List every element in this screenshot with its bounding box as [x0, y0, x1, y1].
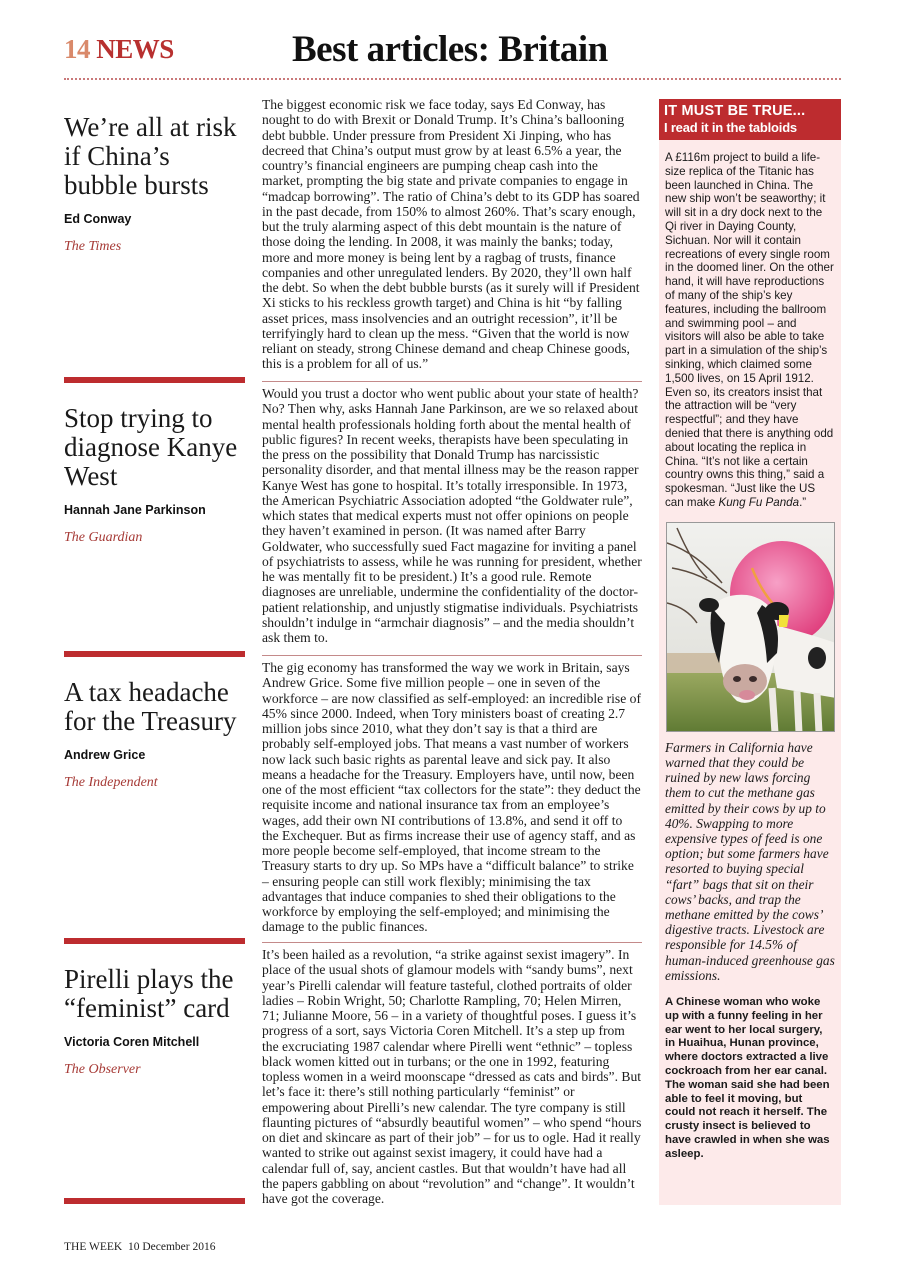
publication-name: THE WEEK	[64, 1241, 123, 1253]
masthead-divider	[64, 78, 841, 80]
article-divider-rule	[262, 381, 642, 382]
article-author: Hannah Jane Parkinson	[64, 503, 206, 517]
article-source: The Independent	[64, 775, 158, 790]
article-2-header	[64, 404, 245, 546]
article-4-body: It’s been hailed as a revolution, “a strike against sexist imagery”. In place of the usual shots of glamour models with “sandy bums”, next year’s Pirelli calendar will feature tasteful, clothed portraits of older ladies – Robin Wright, 50; Charlotte Rampling, 70; Helen Mirren, 71; Julianne Moore, 56 – in a variety of thoughtful poses. I guess it’s progress of a sort, says Victoria Coren Mitchell. It’s a step up from the excruciating 1987 calendar where Pirelli went “ethnic” – topless black women kitted out in turbans; or the one in 1992, featuring topless women in a weird moonscape “dressed as cats and birds”. But let’s face it: there’s still nothing particularly “feminist” or empowering about Pirelli’s new calendar. The tyre company is still flaunting pictures of “absurdly beautiful women” – who spend “hours on diet and skincare as part of their job” – for us to ogle. Had it really wanted to strike out against sexist imagery, it could have had a calendar full of, say, ancient castles. But that wouldn’t have had all the papers gabbling on about “revolution” and “change”. It wouldn’t have got the coverage.	[262, 947, 642, 1206]
page-footer	[64, 1241, 215, 1253]
article-1-header	[64, 113, 245, 255]
article-author: Victoria Coren Mitchell	[64, 1035, 200, 1049]
article-headline: Pirelli plays the “feminist” card	[64, 964, 234, 1023]
issue-date: 10 December 2016	[127, 1241, 216, 1253]
article-3-header	[64, 678, 245, 791]
article-source: The Times	[64, 239, 122, 254]
sidebar-story-cows: Farmers in California have warned that they could be ruined by new laws forcing them to cut the methane gas emitted by their cows by up to 40%. Swapping to more expensive types of feed is one option; but some farmers have resorted to buying special “fart” bags that sit on their cows’ backs, and trap the methane emitted by the cows’ digestive tracts. Livestock are responsible for 14.5% of human-induced greenhouse gas emissions.	[665, 739, 835, 983]
sidebar-title: IT MUST BE TRUE...	[664, 103, 806, 119]
article-author: Ed Conway	[64, 212, 132, 226]
cow-image-icon	[667, 523, 835, 732]
article-source: The Observer	[64, 1062, 141, 1077]
section-name: NEWS	[96, 34, 174, 64]
sidebar-story-titanic: A £116m project to build a life-size replica of the Titanic has been launched in China. The new ship won’t be seaworthy; it will sit in a dry dock next to the Qi river in Daying County, Sichuan. Nor will it contain recreations of every single room in the doomed liner. On the other hand, it will have reproductions of many of the ship’s key features, including the ballroom and swimming pool – and visitors will also be able to take part in a simulation of the ship’s sinking, which claimed some 1,500 lives, on 15 April 1912. Even so, its creators insist that the attraction will be “very respectful”; and they have denied that there is anything odd about locating the replica in China. “It’s not like a certain country owns this thing,” said a spokesman. “Just like the US can make Kung Fu Panda.”	[665, 151, 834, 509]
sidebar-story-cockroach: A Chinese woman who woke up with a funny feeling in her ear went to her local surgery, in Huaihua, Hunan province, where doctors extracted a live cockroach from her ear canal. The woman said she had been able to feel it moving, but could not reach it herself. The crusty insect is believed to have crawled in when she was asleep.	[665, 995, 830, 1160]
cow-photo	[666, 522, 835, 732]
article-divider-bar	[64, 377, 245, 383]
article-divider-rule	[262, 942, 642, 943]
article-headline: A tax headache for the Treasury	[64, 677, 237, 736]
sidebar-subtitle: I read it in the tabloids	[664, 120, 797, 135]
article-4-header	[64, 965, 245, 1078]
section-label	[64, 34, 174, 65]
tabloid-sidebar	[659, 99, 841, 1205]
masthead	[64, 28, 841, 80]
article-divider-rule	[262, 655, 642, 656]
article-divider-bar	[64, 1198, 245, 1204]
page-title: Best articles: Britain	[292, 29, 608, 70]
article-divider-bar	[64, 938, 245, 944]
page-number: 14	[64, 34, 90, 64]
article-headline: Stop trying to diagnose Kanye West	[64, 403, 238, 491]
article-1-body: The biggest economic risk we face today, says Ed Conway, has nought to do with Brexit or Donald Trump. It’s China’s ballooning debt bubble. Under pressure from President Xi Jinping, who has decreed that China’s output must grow by at least 6.5% a year, the country’s financial engineers are pumping cheap cash into the market, prompting the big state and private companies to engage in “madcap borrowing”. The ratio of China’s debt to its GDP has soared in the past decade, from 150% to almost 260%. That’s scary enough, but the truly alarming aspect of this debt mountain is the nature of those doing the lending. In 2008, it was mainly the banks; today, more and more money is being lent by a ragbag of trusts, finance companies and other unregulated lenders. By 2020, they’ll own half the debt. So when the debt bubble bursts (as it surely will if President Xi sticks to his reckless growth target) and China is hit “by falling asset prices, mass insolvencies and an outright recession”, it’ll be terrifyingly hard to clean up the mess. “Given that the world is now reliant on steady, strong Chinese demand and cheap Chinese goods, this is a problem for all of us.”	[262, 97, 640, 372]
sidebar-header	[659, 99, 841, 140]
article-2-body: Would you trust a doctor who went public about your state of health? No? Then why, asks Hannah Jane Parkinson, are we so relaxed about mental health professionals holding forth about the mental health of public figures? In recent weeks, therapists have been speculating in the press on the possibility that Donald Trump has narcissistic personality disorder, and that mental illness may be the reason rapper Kanye West has gone to hospital. It’s totally irresponsible. In 1973, the American Psychiatric Association adopted “the Goldwater rule”, which states that medical experts must not offer opinions on people they haven’t examined in person. (It was named after Barry Goldwater, who successfully sued Fact magazine for inviting a panel of psychiatrists to assess, while he was running for president, whether he was mentally fit to be president.) It’s a good rule. Remote diagnoses are unreliable, undermine the confidentiality of the doctor-patient relationship, and unjustly stigmatise individuals. Psychiatrists shouldn’t indulge in “armchair diagnosis” – and the media shouldn’t ask them to.	[262, 386, 642, 645]
article-headline: We’re all at risk if China’s bubble bursts	[64, 112, 237, 200]
article-3-body: The gig economy has transformed the way we work in Britain, says Andrew Grice. Some five million people – one in seven of the workforce – are now classified as self-employed: an incredible rise of 45% since 2000. Indeed, when Tory ministers boast of creating 2.7 million jobs since 2010, what they don’t say is that a third are probably self-employed jobs. That means a vast number of workers now lack such basic rights as parental leave and sick pay. It also means a headache for the Treasury. Employers have, until now, been one of the most efficient “tax collectors for the state”: they deduct the requisite income and national insurance tax from an employee’s wages, add their own NI contributions of 13.8%, and send it off to the Exchequer. But as firms increase their use of agency staff, and as more people become self-employed, that income stream to the Treasury starts to dry up. So MPs have a “difficult balance” to strike – ensuring people can still work flexibly; minimising the tax advantages that induce companies to shed their obligations to the workforce by employing the self-employed; and minimising the damage to the public finances.	[262, 660, 641, 935]
article-author: Andrew Grice	[64, 748, 146, 762]
article-source: The Guardian	[64, 530, 143, 545]
article-divider-bar	[64, 651, 245, 657]
